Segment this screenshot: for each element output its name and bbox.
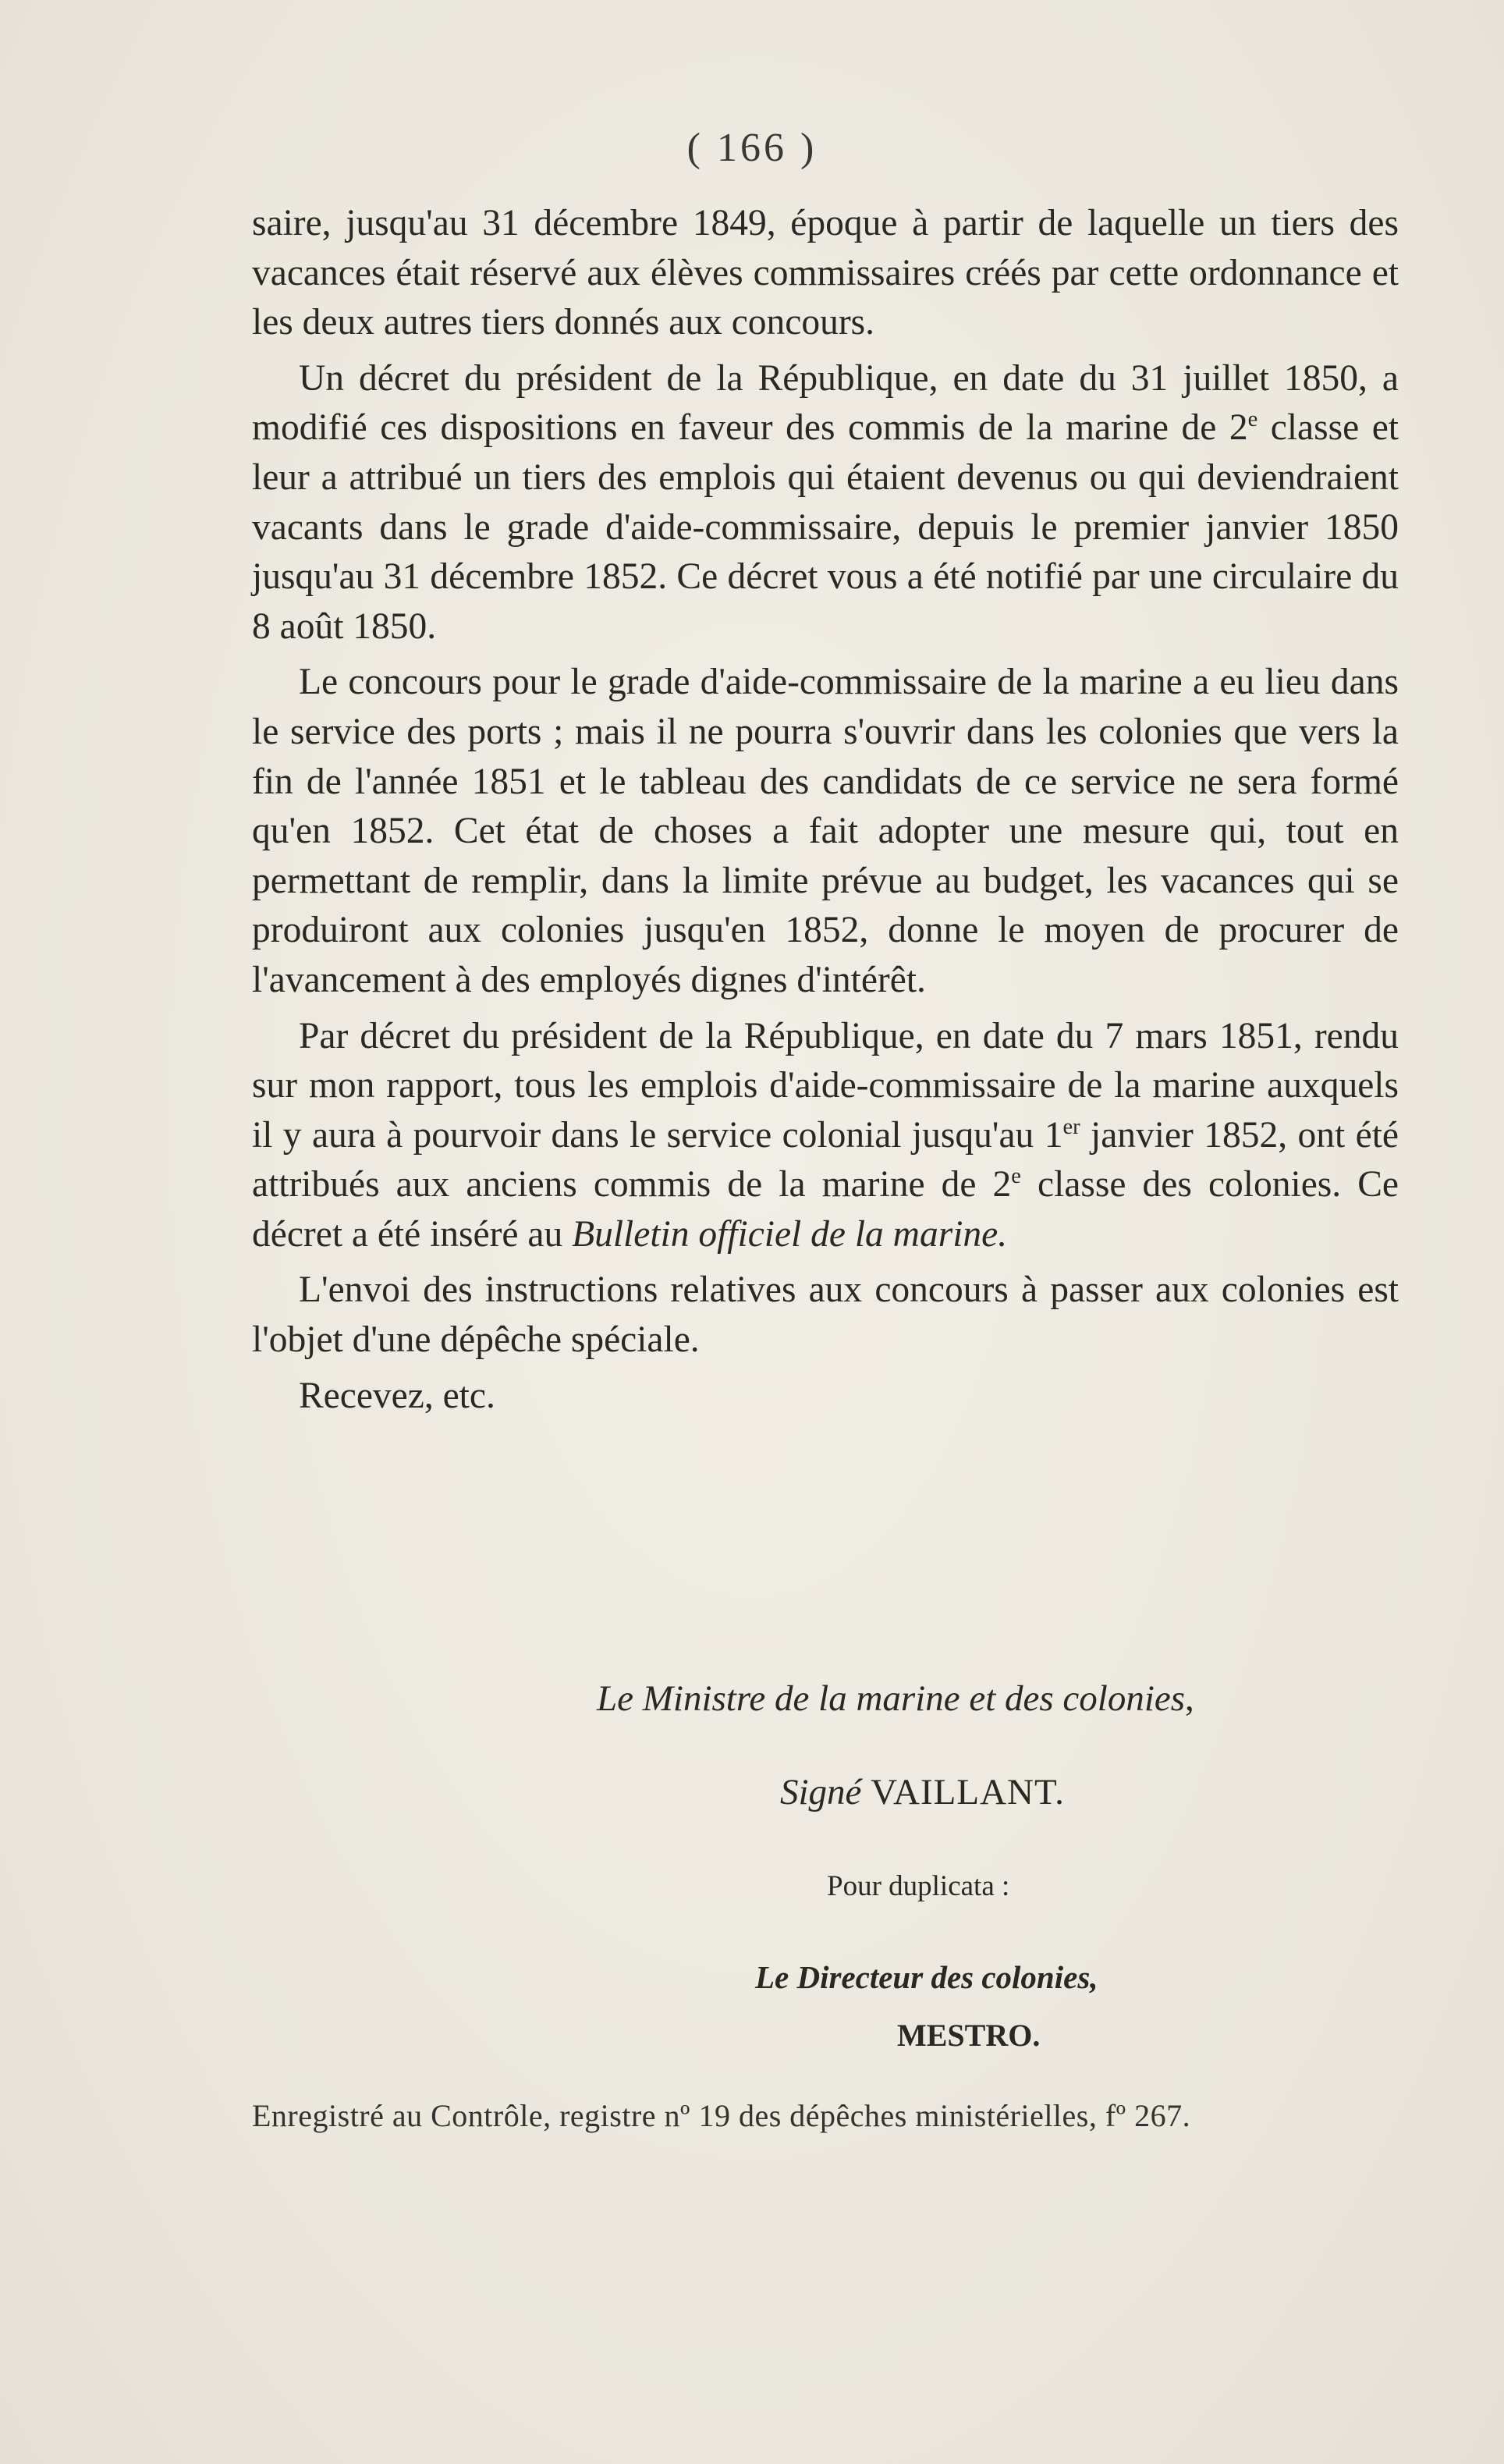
paragraph-5: L'envoi des instructions relatives aux concours à passer aux colonies est l'objet d'une dépêche spéciale.	[252, 1269, 1399, 1361]
paragraph-4-superscript-2: e	[1011, 1164, 1021, 1189]
minister-signature-line	[597, 1678, 1194, 1720]
page-number: ( 166 )	[686, 126, 818, 170]
paragraph-4-superscript-1: er	[1062, 1114, 1080, 1139]
paragraph-4-text-a: Par décret du président de la République, en date du 7 mars 1851, rendu sur mon rapport, tous les emplois d'aide-commissaire de la marine auxquels il y aura à pourvoir dans le service colonial jusqu'au 1	[252, 1015, 1399, 1156]
paragraph-2-superscript: e	[1247, 407, 1258, 432]
paragraph-4-bulletin-title: Bulletin officiel de la marine.	[572, 1213, 1008, 1255]
registration-note: Enregistré au Contrôle, registre nº 19 des dépêches ministérielles, fº 267.	[252, 2098, 1191, 2133]
body-text	[252, 199, 1399, 1427]
signed-line	[780, 1771, 1065, 1813]
director-title: Le Directeur des colonies,	[755, 1959, 1098, 1995]
paragraph-1: saire, jusqu'au 31 décembre 1849, époque à partir de laquelle un tiers des vacances était réservé aux élèves commissaires créés par cette ordonnance et les deux autres tiers donnés aux concours.	[252, 203, 1399, 343]
signed-name: VAILLANT.	[871, 1772, 1065, 1812]
paragraph-2	[252, 354, 1399, 652]
closing-formula: Recevez, etc.	[299, 1375, 495, 1416]
paragraph-2-text-b: classe et leur a attribué un tiers des emplois qui étaient devenus ou qui deviendraient vacants dans le grade d'aide-commissaire, depuis le premier janvier 1850 jusqu'au 31 décembre 1852. Ce décret vous a été notifié par une circulaire du 8 août 1850.	[252, 407, 1399, 647]
paragraph-4-text-c: classe des colonies. Ce décret a été inséré au	[252, 1164, 1399, 1255]
paragraph-4-text-b: janvier 1852, ont été attribués aux anciens commis de la marine de 2	[252, 1114, 1399, 1205]
signed-label: Signé	[780, 1772, 862, 1812]
paragraph-2-text-a: Un décret du président de la République, en date du 31 juillet 1850, a modifié ces dispositions en faveur des commis de la marine de 2	[252, 357, 1399, 449]
director-name: MESTRO.	[897, 2018, 1041, 2053]
minister-title: Le Ministre de la marine et des colonies	[597, 1678, 1186, 1719]
duplicate-label: Pour duplicata :	[827, 1870, 1010, 1902]
paragraph-4	[252, 1012, 1399, 1260]
minister-title-comma: ,	[1185, 1678, 1194, 1719]
paragraph-3: Le concours pour le grade d'aide-commissaire de la marine a eu lieu dans le service des ports ; mais il ne pourra s'ouvrir dans les colonies que vers la fin de l'année 1851 et le tableau des candidats de ce service ne sera formé qu'en 1852. Cet état de choses a fait adopter une mesure qui, tout en permettant de remplir, dans la limite prévue au budget, les vacances qui se produiront aux colonies jusqu'en 1852, donne le moyen de procurer de l'avancement à des employés dignes d'intérêt.	[252, 662, 1399, 1000]
